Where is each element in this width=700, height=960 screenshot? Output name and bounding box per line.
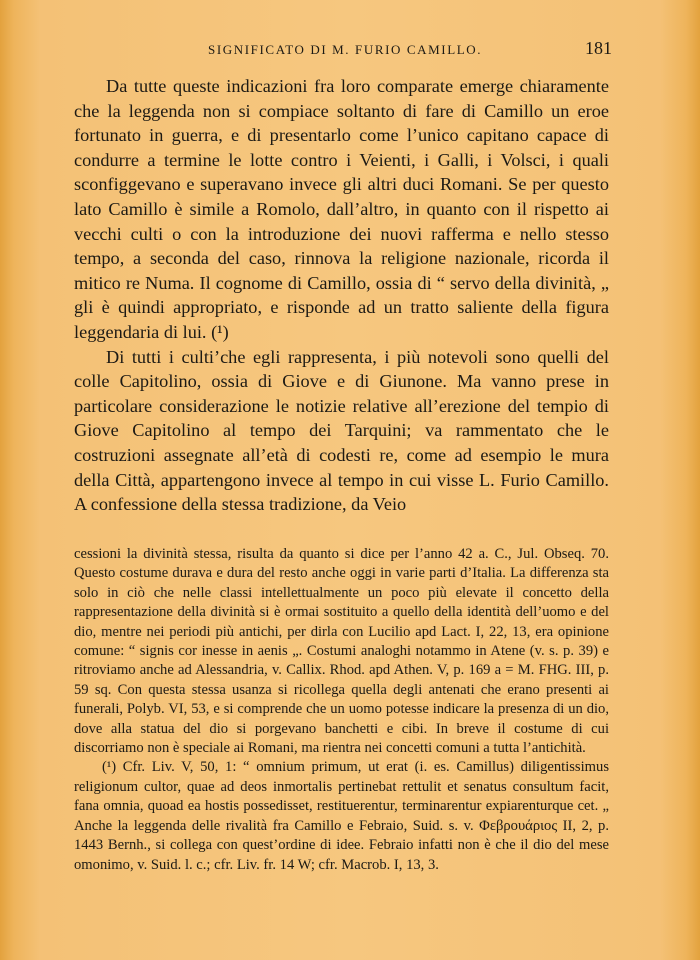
footnotes xyxy=(74,545,609,875)
page-number: 181 xyxy=(585,38,612,58)
paragraph-2: Di tutti i culti’che egli rappresenta, i più notevoli sono quelli del colle Capitolino, ossia di Giove e di Giunone. Ma vanno prese in particolare considerazione le notizie relative all’erezione del tempio di Giove Capitolino al tempo dei Tarquini; va rammentato che le costruzioni assegnate all’età di codesti re, come ad esempio le mura della Città, appartengono invece al tempo in cui visse L. Furio Camillo. A confessione della stessa tradizione, da Veio xyxy=(74,346,609,515)
footnote-continuation: cessioni la divinità stessa, risulta da quanto si dice per l’anno 42 a. C., Jul. Obseq. 70. Questo costume durava e dura del resto anche oggi in varie parti d’Italia. La differenza sta solo in ciò che nelle classi intellettualmente un poco più elevate il concetto della rappresentazione della divinità si è ormai sostituito a quello della identità dell’uomo e del dio, mentre nei periodi più antichi, per dirla con Lucilio apd Lact. I, 22, 13, era opinione comune: “ signis cor inesse in aenis „. Costumi analoghi notammo in Atene (v. s. p. 39) e ritroviamo anche ad Alessandria, v. Callix. Rhod. apd Athen. V, p. 169 a = M. FHG. III, p. 59 sq. Con questa stessa usanza si ricollega quella degli antenati che erano presenti ai funerali, Polyb. VI, 53, e si comprende che un uomo potesse indicare la presenza di un dio, dove alla statua del dio si porgevano banchetti e cibi. In breve il costume di cui discorriamo non è speciale ai Romani, ma rientra nei concetti comuni a tutta l’antichità. xyxy=(74,546,609,757)
main-text xyxy=(74,74,609,517)
page-header xyxy=(74,38,612,62)
paragraph-1: Da tutte queste indicazioni fra loro comparate emerge chiaramente che la leggenda non si compiace soltanto di fare di Camillo un eroe fortunato in guerra, e di presentarlo come l’unico capitano capace di condurre a termine le lotte contro i Veienti, i Galli, i Volsci, i quali sconfiggevano e superavano invece gli altri duci Romani. Se per questo lato Camillo è simile a Romolo, dall’altro, in quanto con il rispetto ai vecchi culti o con la introduzione dei nuovi rafferma e nello stesso tempo, a seconda del caso, rinnova la religione nazionale, ricorda il mitico re Numa. Il cognome di Camillo, ossia di “ servo della divinità, „ gli è quindi appropriato, e risponde ad un tratto saliente della figura leggendaria di lui. (¹) xyxy=(74,76,609,342)
footnote-1: (¹) Cfr. Liv. V, 50, 1: “ omnium primum, ut erat (i. es. Camillus) diligentissimus religionum cultor, quae ad deos inmortalis pertinebat rettulit et senatus consultum facit, fana omnia, quoad ea hostis possedisset, restituerentur, terminarentur expiarenturque cet. „ Anche la leggenda delle rivalità fra Camillo e Febraio, Suid. s. v. Φεβρουάριος II, 2, p. 1443 Bernh., si collega con quest’ordine di idee. Febraio infatti non è che il dio del mese omonimo, v. Suid. l. c.; cfr. Liv. fr. 14 W; cfr. Macrob. I, 13, 3. xyxy=(74,759,609,873)
running-title: SIGNIFICATO DI M. FURIO CAMILLO. xyxy=(208,42,483,57)
